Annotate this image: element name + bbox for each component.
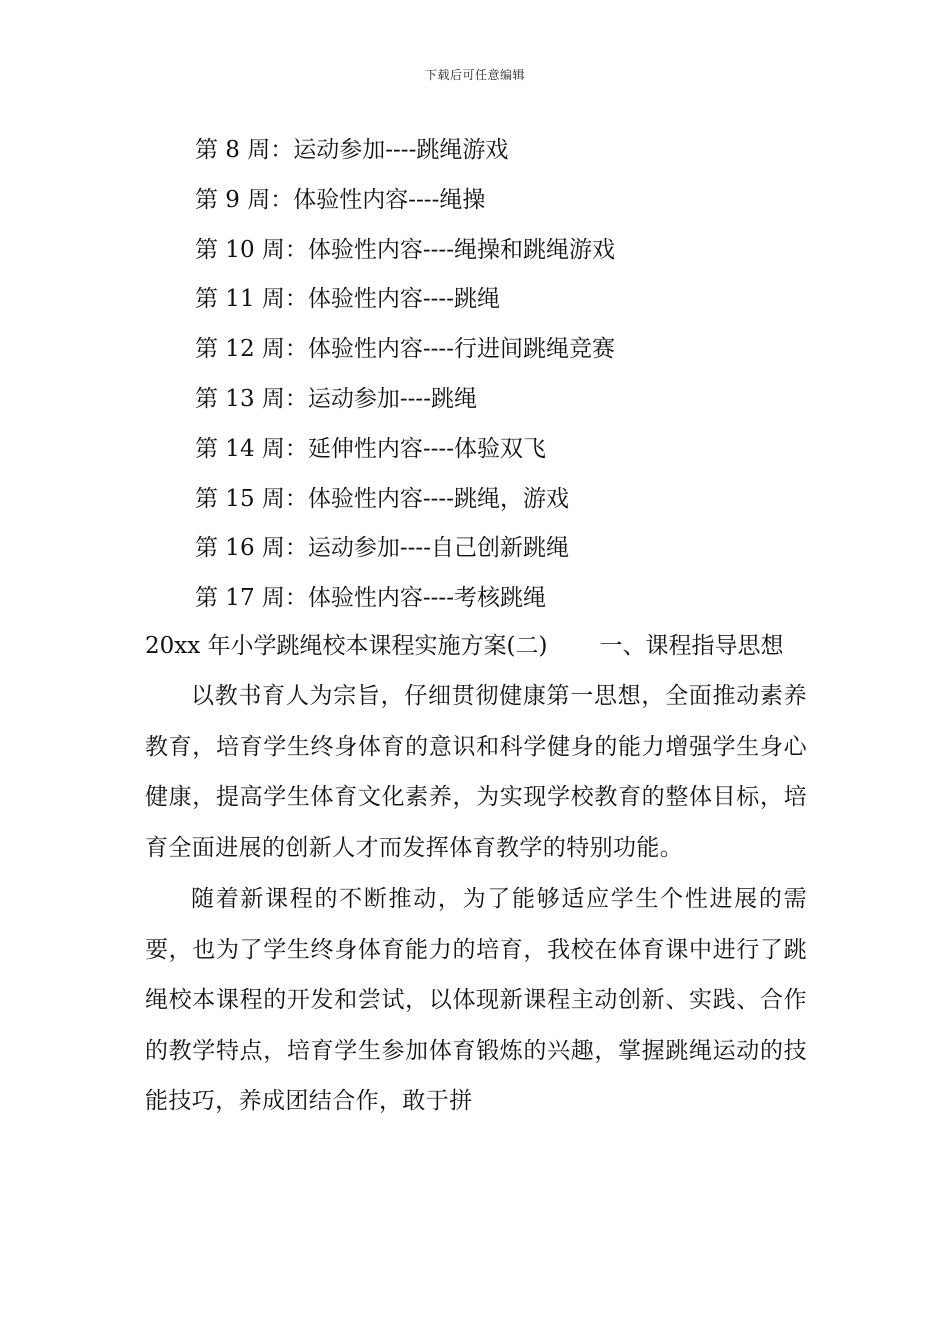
schedule-item-week-14: 第 14 周：延伸性内容----体验双飞: [195, 435, 546, 462]
schedule-item-week-8: 第 8 周：运动参加----跳绳游戏: [195, 137, 509, 163]
schedule-item-week-12: 第 12 周：体验性内容----行进间跳绳竞赛: [195, 336, 615, 363]
section-title: 20xx 年小学跳绳校本课程实施方案(二): [145, 633, 548, 659]
section-heading: [145, 622, 807, 671]
paragraph-curriculum-development: 随着新课程的不断推动，为了能够适应学生个性进展的需要，也为了学生终身体育能力的培育，我校在体育课中进行了跳绳校本课程的开发和尝试，以体现新课程主动创新、实践、合作的教学特点，培育学生参加体育锻炼的兴趣，掌握跳绳运动的技能技巧，养成团结合作，敢于拼: [145, 886, 807, 1114]
weekly-schedule-list: [195, 130, 615, 628]
schedule-item-week-10: 第 10 周：体验性内容----绳操和跳绳游戏: [195, 236, 615, 263]
page-header: 下载后可任意编辑: [424, 68, 525, 82]
paragraph-guiding-principle: 以教书育人为宗旨，仔细贯彻健康第一思想，全面推动素养教育，培育学生终身体育的意识和科学健身的能力增强学生身心健康，提高学生体育文化素养，为实现学校教育的整体目标，培育全面进展的创新人才而发挥体育教学的特别功能。: [145, 683, 807, 861]
schedule-item-week-11: 第 11 周：体验性内容----跳绳: [195, 286, 500, 313]
schedule-item-week-15: 第 15 周：体验性内容----跳绳，游戏: [195, 485, 569, 512]
schedule-item-week-9: 第 9 周：体验性内容----绳操: [195, 186, 486, 213]
document-body: [145, 622, 807, 1127]
section-subtitle: 一、课程指导思想: [599, 633, 784, 659]
schedule-item-week-17: 第 17 周：体验性内容----考核跳绳: [195, 585, 546, 612]
schedule-item-week-13: 第 13 周：运动参加----跳绳: [195, 385, 477, 412]
schedule-item-week-16: 第 16 周：运动参加----自己创新跳绳: [195, 535, 569, 562]
